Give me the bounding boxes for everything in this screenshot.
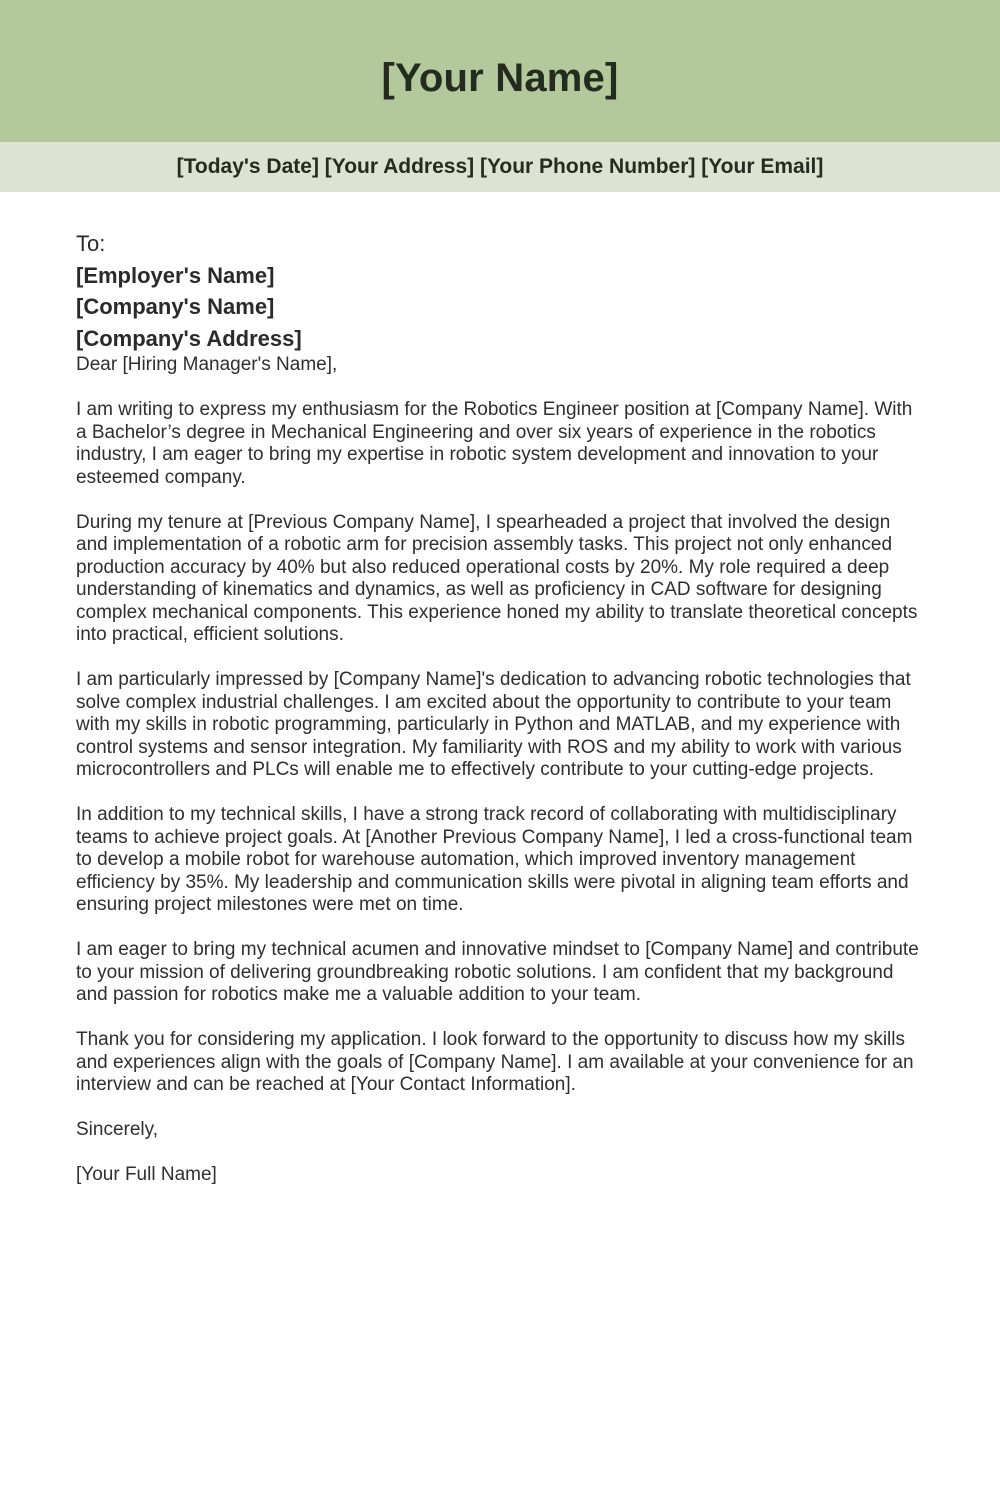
employer-name: [Employer's Name]: [76, 262, 275, 288]
to-label: To:: [76, 231, 106, 256]
paragraph-motivation: I am eager to bring my technical acumen and innovative mindset to [Company Name] and contribute to your mission of delivering groundbreaking robotic solutions. I am confident that my background and passion for robotics make me a valuable addition to your team.: [76, 939, 919, 1005]
applicant-name: [Your Name]: [381, 55, 619, 100]
closing: Sincerely,: [76, 1119, 159, 1140]
paragraph-teamwork: In addition to my technical skills, I have a strong track record of collaborating with multidisciplinary teams to achieve project goals. At [Another Previous Company Name], I led a cross-functional team to develop a mobile robot for warehouse automation, which improved inventory management efficiency by 35%. My leadership and communication skills were pivotal in aligning team efforts and ensuring project milestones were met on time.: [76, 804, 913, 915]
contact-info-bar: [0, 142, 1000, 192]
paragraph-intro: I am writing to express my enthusiasm for the Robotics Engineer position at [Company Name]. With a Bachelor’s degree in Mechanical Engineering and over six years of experience in the robotics industry, I am eager to bring my expertise in robotic system development and innovation to your esteemed company.: [76, 399, 913, 488]
company-address: [Company's Address]: [76, 325, 302, 351]
letter-body: [0, 192, 1000, 1187]
paragraph-thanks: Thank you for considering my application. I look forward to the opportunity to discuss how my skills and experiences align with the goals of [Company Name]. I am available at your convenience for an interview and can be reached at [Your Contact Information].: [76, 1029, 914, 1095]
letter-header: [0, 0, 1000, 142]
paragraph-experience: During my tenure at [Previous Company Name], I spearheaded a project that involved the design and implementation of a robotic arm for precision assembly tasks. This project not only enhanced production accuracy by 40% but also reduced operational costs by 20%. My role required a deep understanding of kinematics and dynamics, as well as proficiency in CAD software for designing complex mechanical components. This experience honed my ability to translate theoretical concepts into practical, efficient solutions.: [76, 511, 918, 645]
paragraph-company-interest: I am particularly impressed by [Company Name]'s dedication to advancing robotic technologies that solve complex industrial challenges. I am excited about the opportunity to contribute to your team with my skills in robotic programming, particularly in Python and MATLAB, and my experience with control systems and sensor integration. My familiarity with ROS and my ability to work with various microcontrollers and PLCs will enable me to effectively contribute to your cutting-edge projects.: [76, 669, 911, 780]
company-name: [Company's Name]: [76, 294, 275, 319]
recipient-block: [76, 228, 924, 354]
salutation: Dear [Hiring Manager's Name],: [76, 354, 338, 375]
signature: [Your Full Name]: [76, 1164, 217, 1185]
contact-info: [Today's Date] [Your Address] [Your Phone Number] [Your Email]: [176, 155, 824, 178]
